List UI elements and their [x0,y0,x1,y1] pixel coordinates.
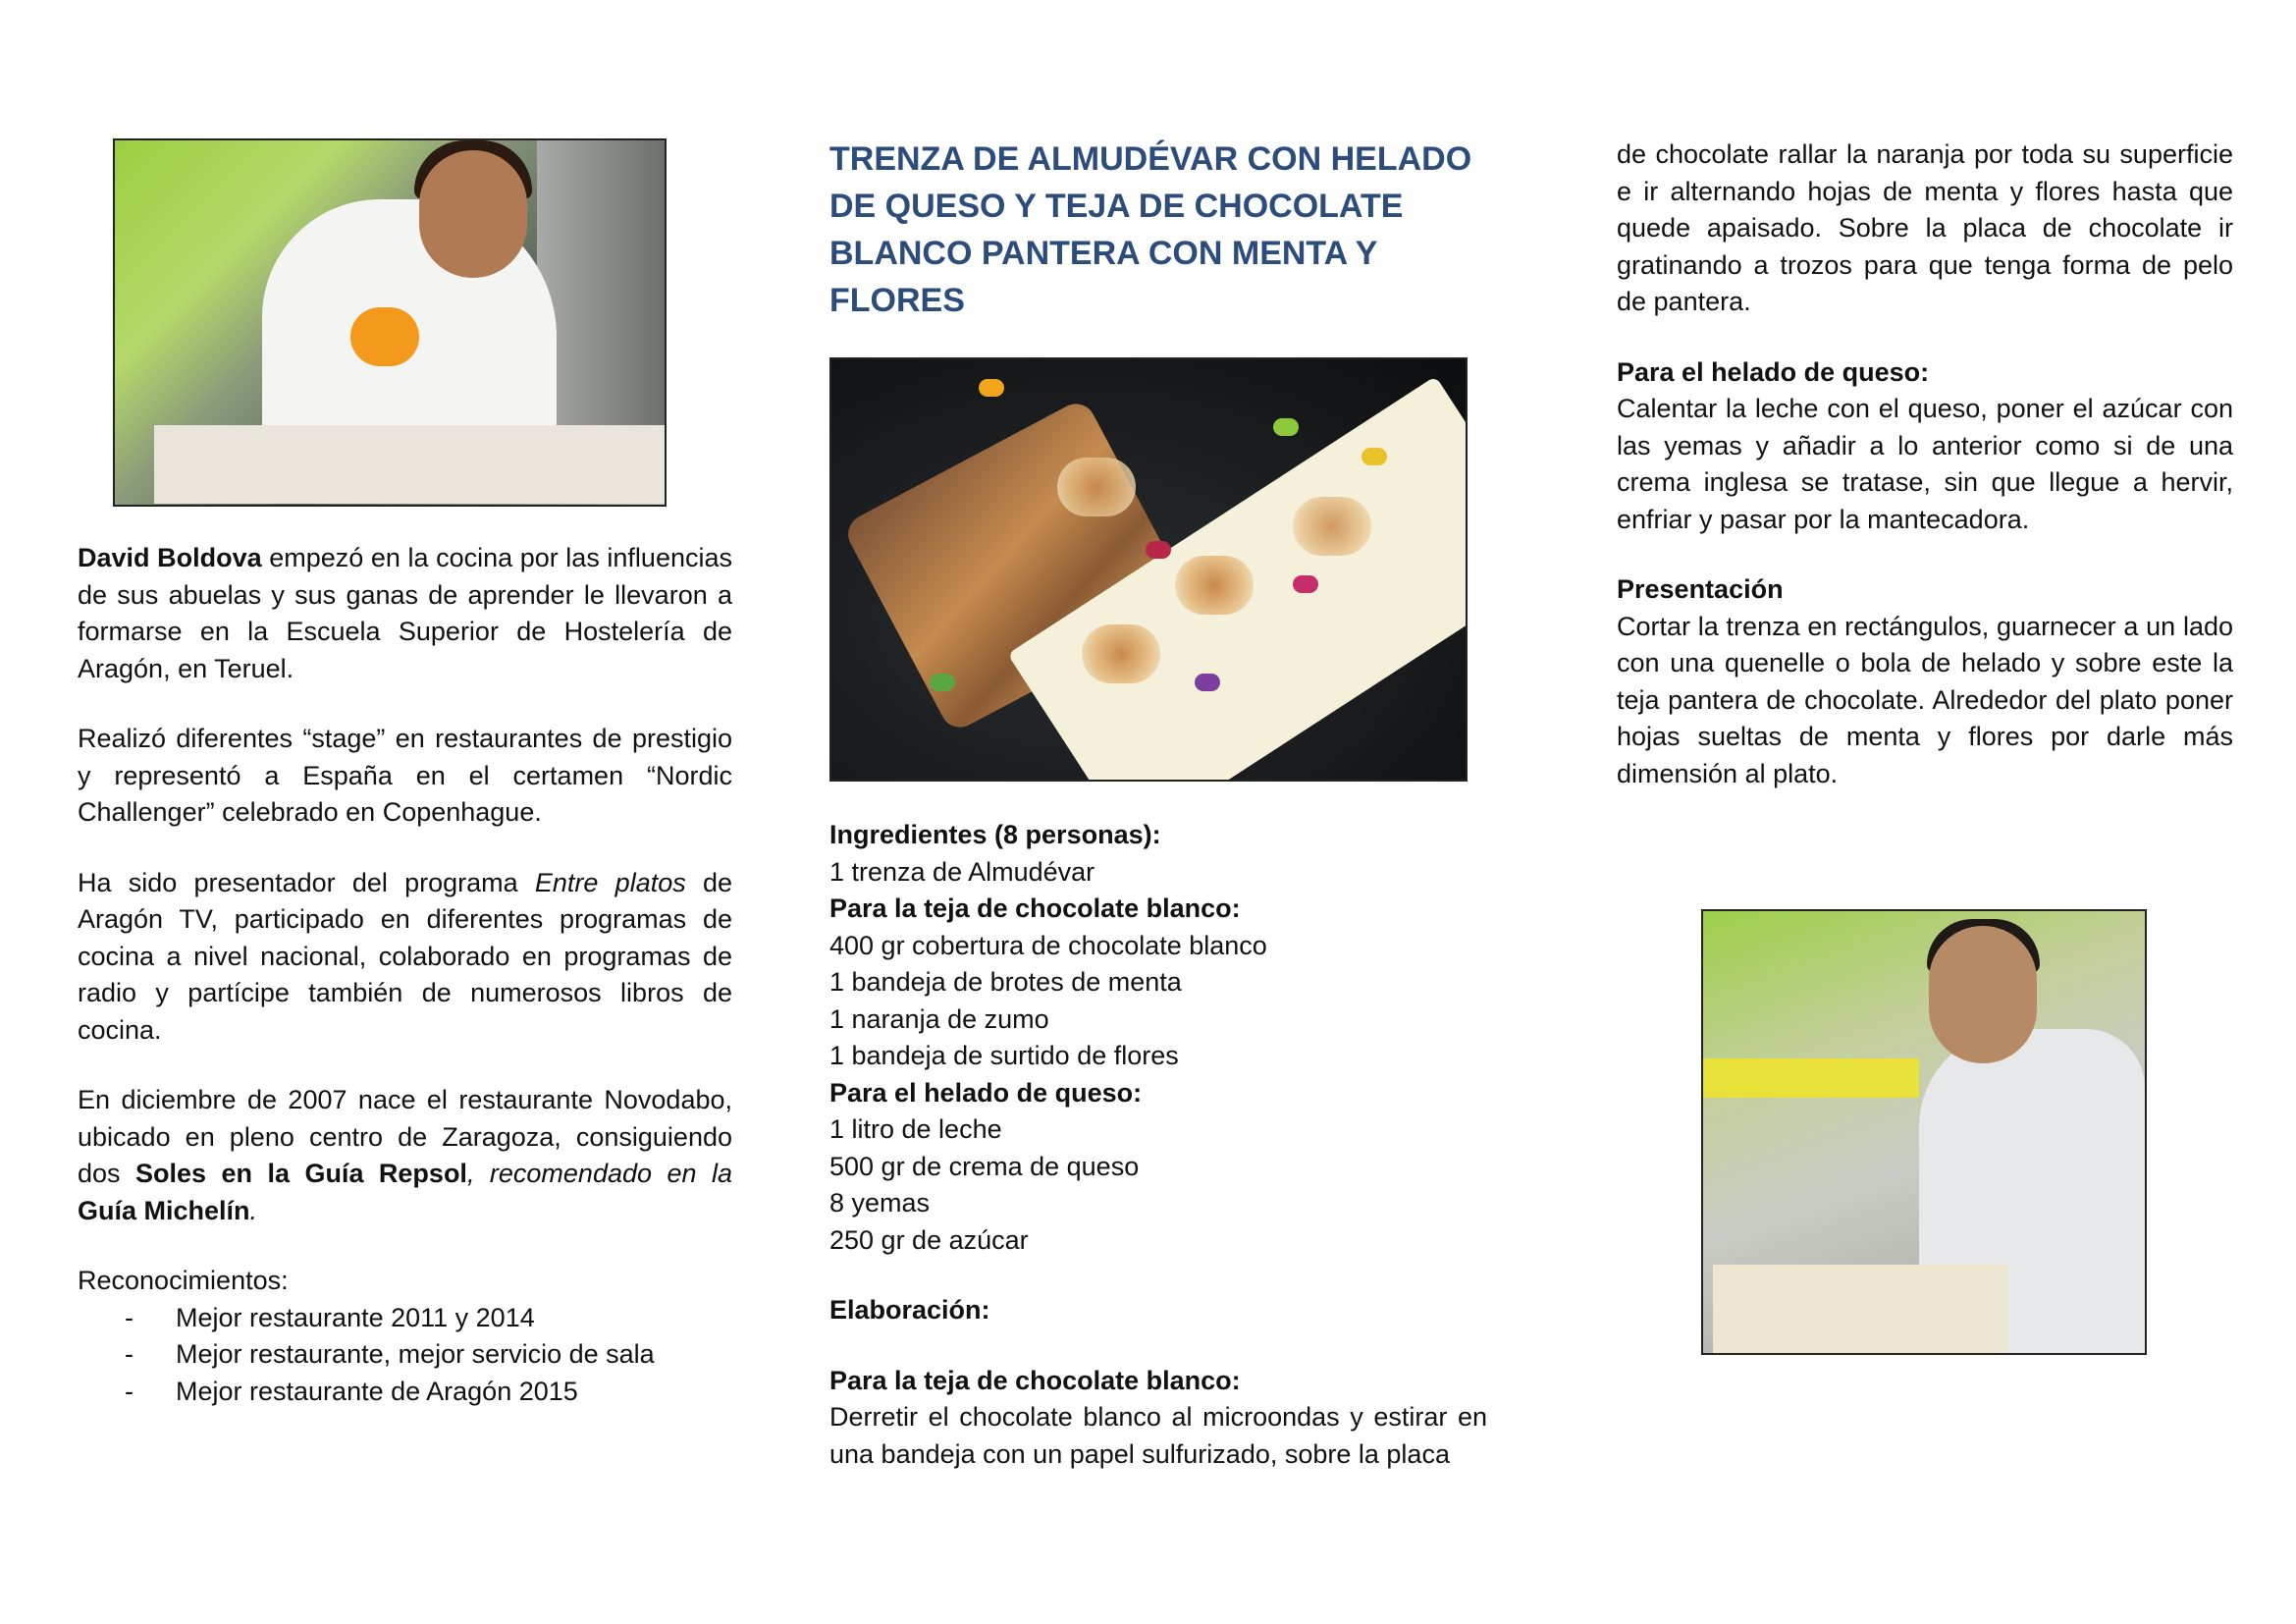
list-item: 1 bandeja de surtido de flores [829,1041,1179,1070]
list-item: 400 gr cobertura de chocolate blanco [829,930,1267,960]
restaurant-paragraph: En diciembre de 2007 nace el restaurante Novodabo, ubicado en pleno centro de Zaragoza, consiguiendo dos Soles en la Guía Repsol, recomendado en la Guía Michelín. [78,1085,732,1225]
recipe-title: TRENZA DE ALMUDÉVAR CON HELADO DE QUESO Y TEJA DE CHOCOLATE BLANCO PANTERA CON MENTA Y FLORES [829,140,1472,319]
helado-text: Calentar la leche con el queso, poner el azúcar con las yemas y añadir a lo anterior como si de una crema inglesa se tratase, sin que llegue a hervir, enfriar y pasar por la mantecadora. [1617,394,2233,534]
teja-elaboration-heading: Para la teja de chocolate blanco: [829,1365,1241,1395]
chef-name: David Boldova [78,543,262,572]
list-item: - Mejor restaurante de Aragón 2015 [125,1374,732,1411]
helado-heading: Para el helado de queso: [1617,356,1930,387]
list-item: 1 trenza de Almudévar [829,856,1095,887]
teja-elaboration-text: Derretir el chocolate blanco al microondas y estirar en una bandeja con un papel sulfurizado, sobre la placa [829,1402,1487,1469]
chef-photo-bottom [1701,909,2147,1355]
list-item: 1 bandeja de brotes de menta [829,967,1182,997]
ingredients-heading: Ingredientes (8 personas): [829,820,1161,849]
bio-paragraph: David Boldova empezó en la cocina por las influencias de sus abuelas y sus ganas de aprender le llevaron a formarse en la Escuela Superior de Hostelería de Aragón, en Teruel. [78,543,732,683]
helado-heading: Para el helado de queso: [829,1077,1143,1108]
tv-paragraph: Ha sido presentador del programa Entre platos de Aragón TV, participado en diferentes programas de cocina a nivel nacional, colaborado en programas de radio y partícipe también de numerosos libros de cocina. [78,867,733,1045]
recognitions-heading: Reconocimientos: [78,1266,289,1295]
stage-paragraph: Realizó diferentes “stage” en restaurantes de prestigio y representó a España en el certamen “Nordic Challenger” celebrado en Copenhague. [78,724,732,827]
teja-heading: Para la teja de chocolate blanco: [829,893,1241,923]
list-item: - Mejor restaurante 2011 y 2014 [125,1300,732,1337]
chef-photo-top [113,138,667,507]
elaboracion-heading: Elaboración: [829,1295,990,1325]
biography-column [78,540,732,1410]
dish-photo [829,357,1468,782]
teja-continuation: de chocolate rallar la naranja por toda su superficie e ir alternando hojas de menta y flores hasta que quede apaisado. Sobre la placa de chocolate ir gratinando a trozos para que tenga forma de pelo de pantera. [1617,139,2233,316]
list-item: 500 gr de crema de queso [829,1151,1140,1181]
presentacion-text: Cortar la trenza en rectángulos, guarnecer a un lado con una quenelle o bola de helado y sobre este la teja pantera de chocolate. Alrededor del plato poner hojas sueltas de menta y flores por darle más dimensión al plato. [1617,611,2233,788]
presentacion-heading: Presentación [1617,574,1784,604]
list-item: 8 yemas [829,1188,931,1218]
list-item: 1 litro de leche [829,1114,1002,1144]
ingredients-column [829,817,1487,1473]
recognitions-list [78,1300,732,1411]
list-item: - Mejor restaurante, mejor servicio de sala [125,1336,732,1374]
list-item: 1 naranja de zumo [829,1003,1049,1034]
instructions-column [1617,136,2233,826]
list-item: 250 gr de azúcar [829,1224,1029,1255]
